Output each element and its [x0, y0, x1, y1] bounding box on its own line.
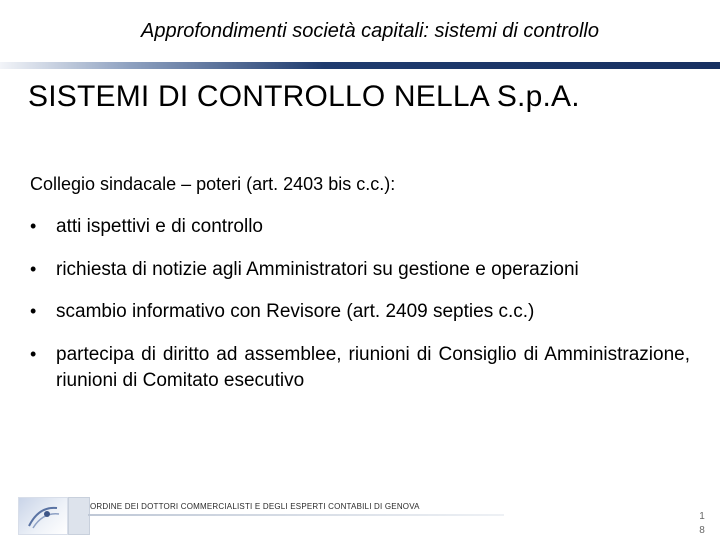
organization-logo	[18, 497, 68, 535]
page-number-line-1: 1	[699, 511, 705, 522]
list-item	[30, 257, 690, 283]
bullet-text: richiesta di notizie agli Amministratori su gestione e operazioni	[56, 258, 579, 280]
bullet-list	[30, 214, 690, 410]
bullet-text: partecipa di diritto ad assemblee, riunioni di Consiglio di Amministrazione, riunioni di Comitato esecutivo	[56, 343, 690, 391]
list-item	[30, 214, 690, 240]
bullet-icon: •	[30, 343, 37, 364]
bullet-icon: •	[30, 301, 37, 322]
bullet-icon: •	[30, 258, 37, 279]
intro-line	[30, 174, 395, 195]
bullet-text: atti ispettivi e di controllo	[56, 216, 263, 237]
page-number-line-2: 8	[699, 525, 705, 536]
intro-strong: Collegio sindacale – poteri	[30, 174, 242, 194]
seal-icon	[68, 497, 90, 535]
slide-title: SISTEMI DI CONTROLLO NELLA S.p.A.	[28, 80, 580, 113]
header-divider	[0, 62, 720, 69]
footer-organization: ORDINE DEI DOTTORI COMMERCIALISTI E DEGLI ESPERTI CONTABILI DI GENOVA	[90, 502, 420, 511]
footer-divider	[88, 514, 504, 516]
list-item	[30, 342, 690, 393]
lighthouse-icon	[25, 502, 61, 530]
header-title: Approfondimenti società capitali: sistemi di controllo	[141, 20, 599, 42]
list-item	[30, 299, 690, 325]
bullet-icon: •	[30, 216, 37, 236]
page-number	[692, 510, 712, 538]
intro-rest: (art. 2403 bis c.c.):	[241, 174, 396, 194]
bullet-text: scambio informativo con Revisore (art. 2409 septies c.c.)	[56, 301, 535, 323]
